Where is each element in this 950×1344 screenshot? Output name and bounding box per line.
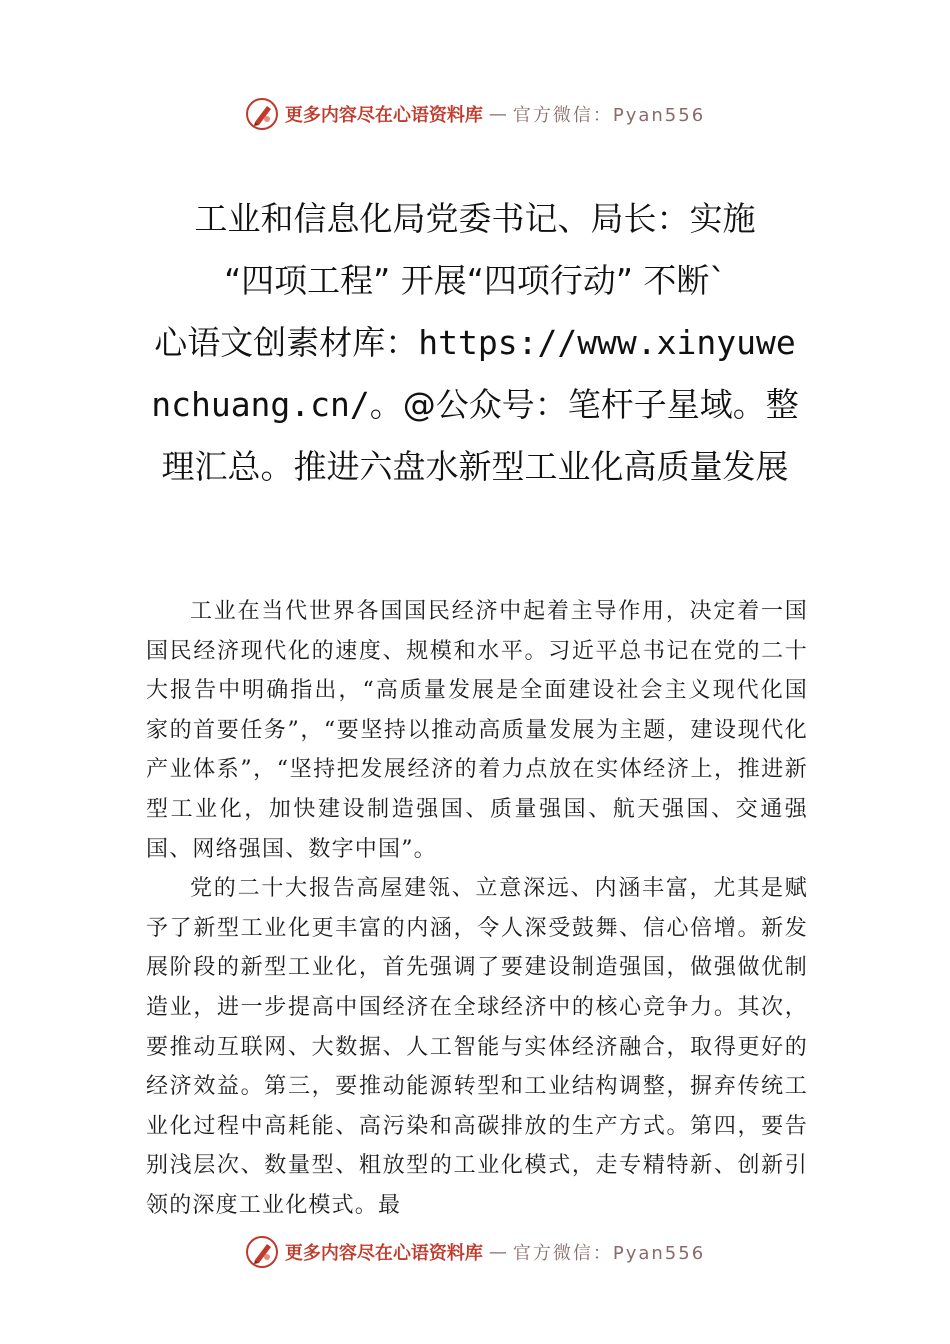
pen-logo-icon	[245, 97, 279, 131]
footer-wechat-text: 官方微信：Pyan556	[512, 1243, 706, 1264]
title-line-3-suffix: 。@公众号：笔杆子星域。整理汇总。推进六盘水新型工业化高质量发展	[161, 385, 799, 486]
title-source-label: 心语文创素材库：	[154, 323, 419, 362]
title-line-1: 工业和信息化局党委书记、局长：实施	[194, 199, 756, 238]
header-banner	[0, 94, 950, 134]
footer-dash: —	[488, 1241, 507, 1263]
document-body	[146, 592, 808, 1226]
title-line-2: “四项工程” 开展“四项行动” 不断`	[224, 261, 726, 300]
title-line-3	[150, 312, 800, 498]
body-paragraph-1: 工业在当代世界各国国民经济中起着主导作用，决定着一国国民经济现代化的速度、规模和水平。习近平总书记在党的二十大报告中明确指出，“高质量发展是全面建设社会主义现代化国家的首要任务”，“要坚持以推动高质量发展为主题，建设现代化产业体系”，“坚持把发展经济的着力点放在实体经济上，推进新型工业化，加快建设制造强国、质量强国、航天强国、交通强国、网络强国、数字中国”。	[146, 599, 808, 862]
banner-dash: —	[488, 103, 507, 125]
body-paragraph-2: 党的二十大报告高屋建瓴、立意深远、内涵丰富，尤其是赋予了新型工业化更丰富的内涵，令人深受鼓舞、信心倍增。新发展阶段的新型工业化，首先强调了要建设制造强国，做强做优制造业，进一步提高中国经济在全球经济中的核心竞争力。其次，要推动互联网、大数据、人工智能与实体经济融合，取得更好的经济效益。第三，要推动能源转型和工业结构调整，摒弃传统工业化过程中高耗能、高污染和高碳排放的生产方式。第四，要告别浅层次、数量型、粗放型的工业化模式，走专精特新、创新引领的深度工业化模式。最	[146, 876, 808, 1218]
banner-brand-text: 更多内容尽在心语资料库	[284, 105, 483, 126]
title-source-url[interactable]: https://www.xinyuwenchuang.cn/	[151, 323, 796, 424]
footer-brand-text: 更多内容尽在心语资料库	[284, 1243, 483, 1264]
pen-logo-icon	[245, 1235, 279, 1269]
banner-wechat-text: 官方微信：Pyan556	[512, 105, 706, 126]
document-title	[150, 188, 800, 498]
footer-banner	[0, 1232, 950, 1272]
